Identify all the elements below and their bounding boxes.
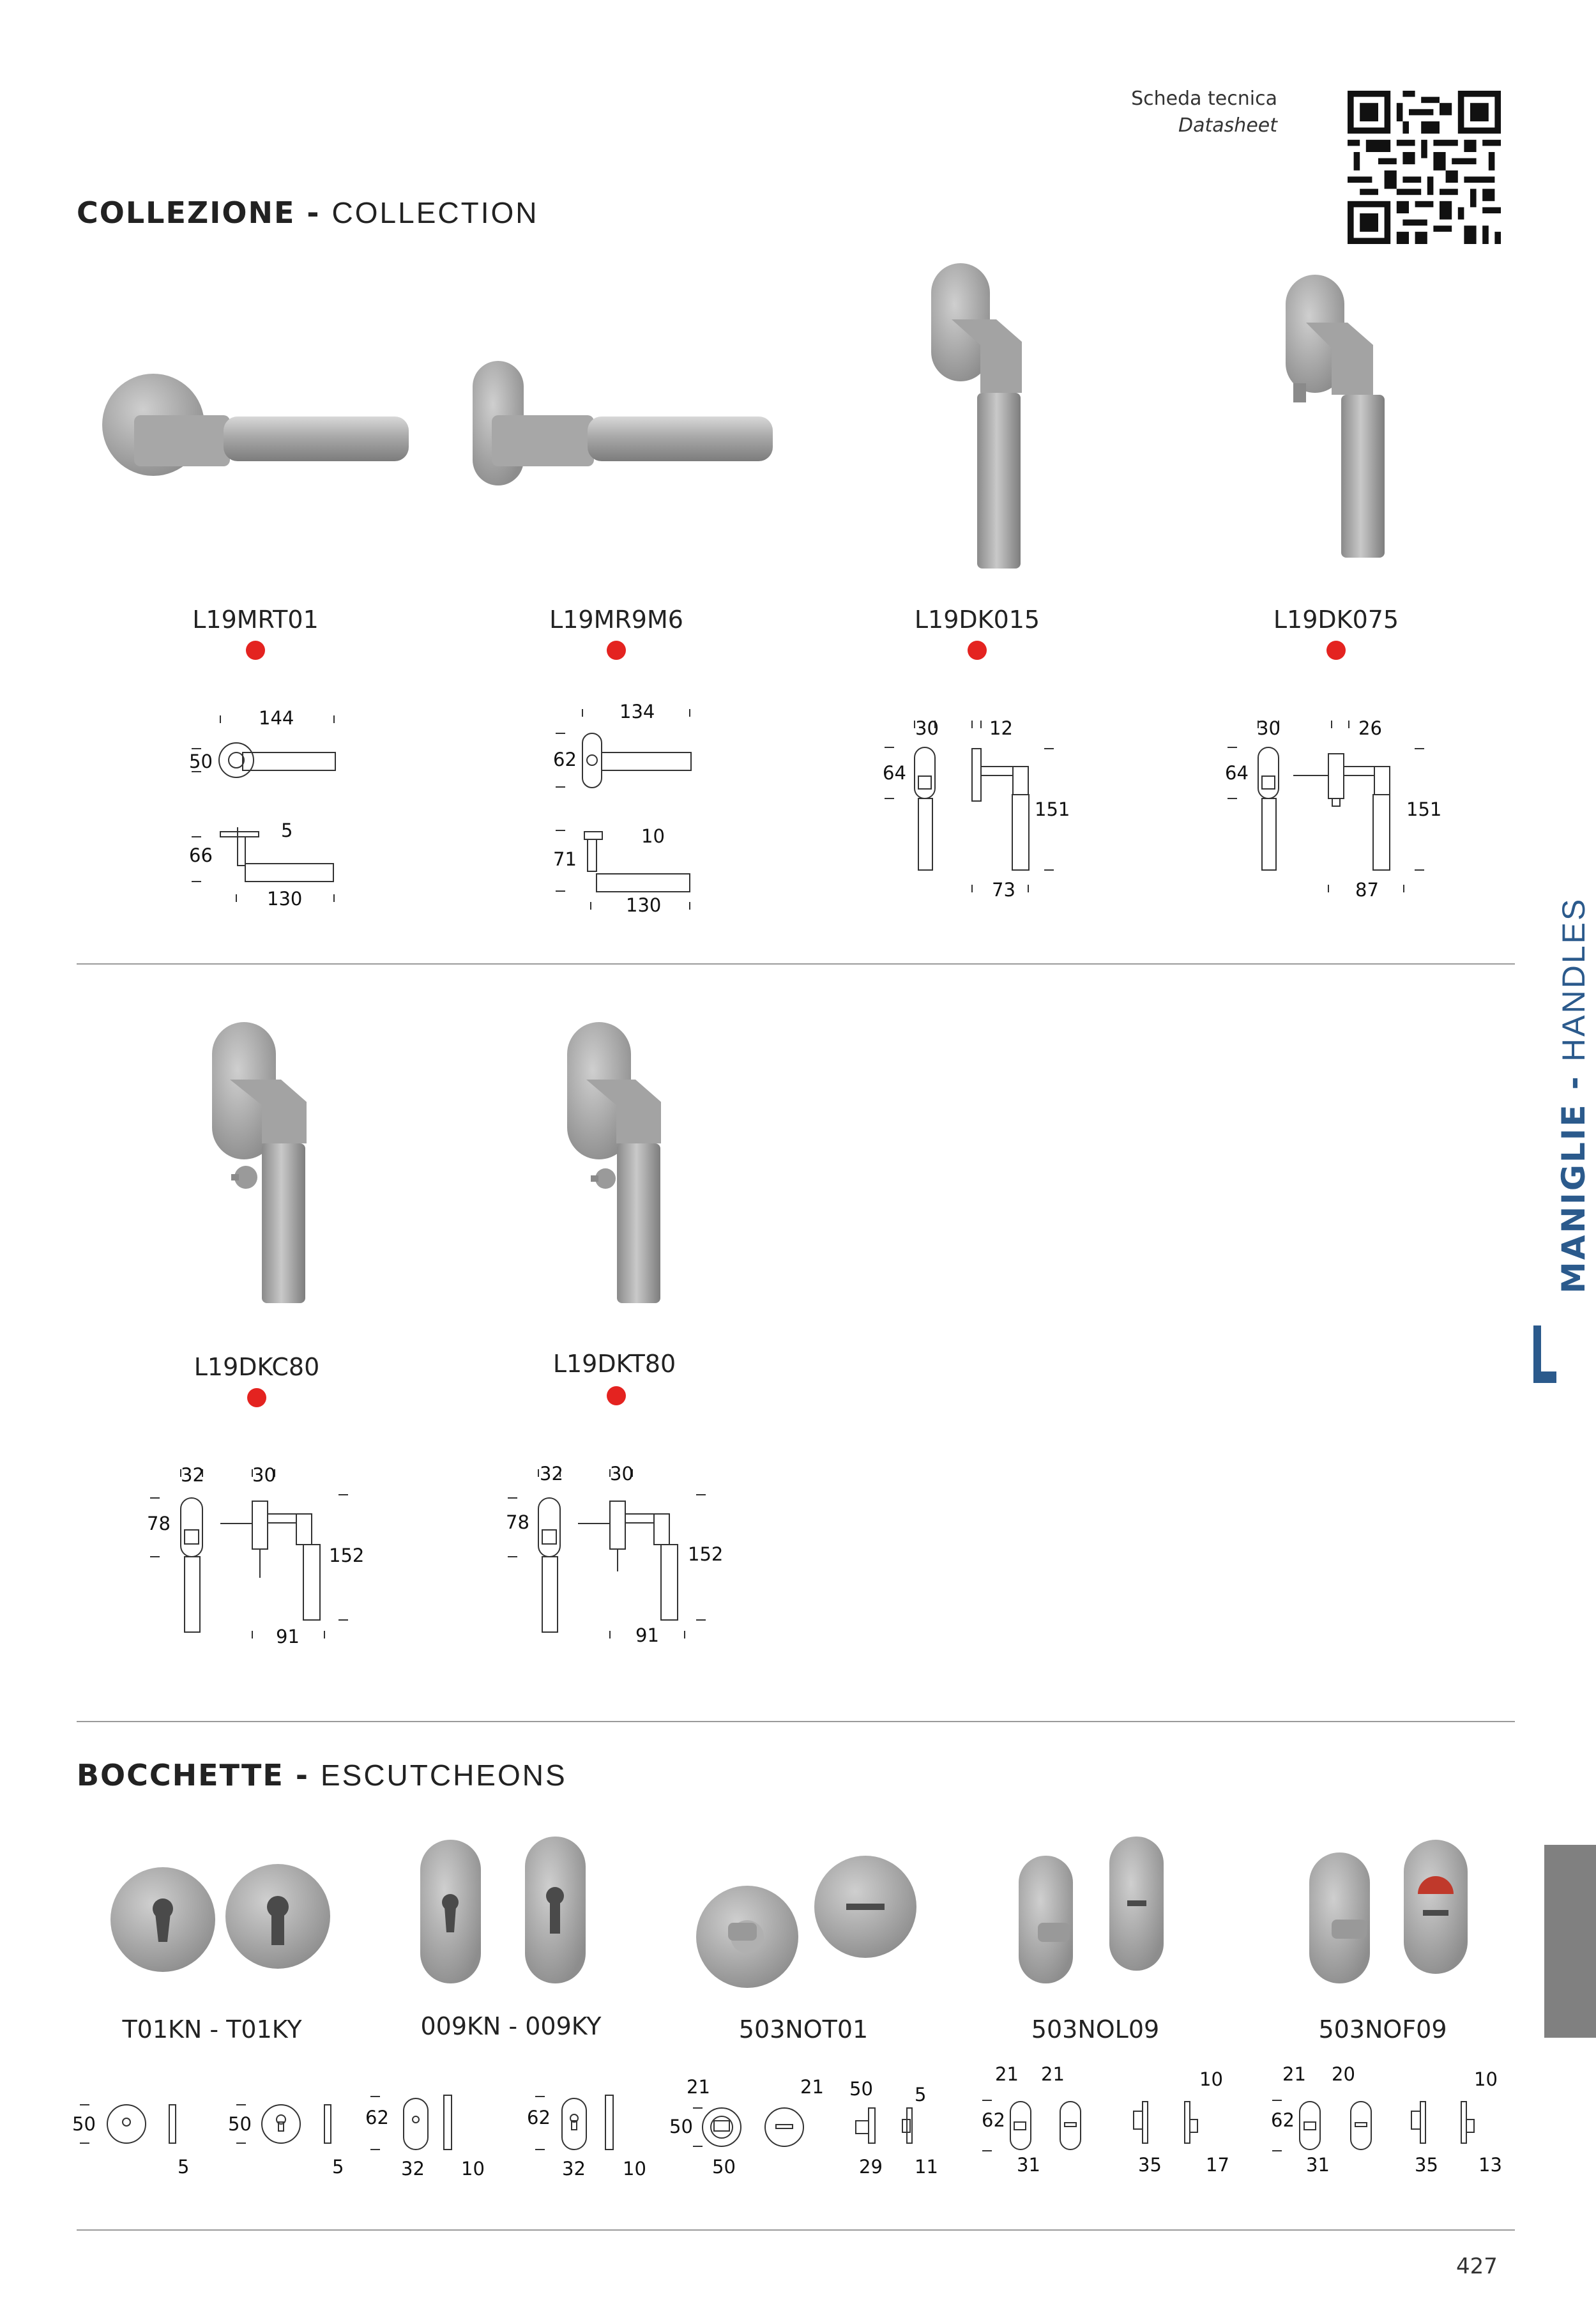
handle-image-l19mrt01 — [102, 374, 409, 476]
dimension-label: 152 — [329, 1545, 365, 1566]
dimension-label: 10 — [641, 825, 665, 847]
product-code-l19mrt01: L19MRT01 — [192, 606, 319, 634]
escutcheon-image-503not01 — [696, 1856, 916, 1988]
dimension-label: 10 — [623, 2158, 646, 2180]
product-code-503nof09: 503NOF09 — [1318, 2015, 1447, 2043]
escutcheons-title-en: ESCUTCHEONS — [320, 1759, 567, 1792]
dimension-label: 10 — [461, 2158, 485, 2180]
chapter-tab[interactable] — [1544, 1845, 1596, 2038]
product-code-503not01: 503NOT01 — [738, 2015, 869, 2043]
dimension-label: 31 — [1306, 2154, 1330, 2176]
dimension-label: 78 — [147, 1513, 171, 1534]
escutcheon-image-009 — [420, 1837, 586, 1983]
section-side-label — [1555, 897, 1592, 1294]
dimension-label: 30 — [610, 1463, 634, 1485]
handle-image-l19dkt80 — [567, 1022, 661, 1303]
dimension-label: 5 — [332, 2156, 344, 2178]
dimension-label: 10 — [1474, 2068, 1498, 2090]
dimension-label: 62 — [553, 749, 577, 770]
dimension-label: 50 — [72, 2113, 96, 2135]
dimension-label: 35 — [1415, 2154, 1438, 2176]
technical-drawings — [150, 709, 1424, 1638]
product-code-l19dk075: L19DK075 — [1273, 606, 1399, 634]
dimension-label: 50 — [228, 2113, 252, 2135]
availability-dot — [247, 1388, 266, 1407]
dimension-label: 50 — [669, 2116, 693, 2137]
dimension-label: 151 — [1035, 798, 1070, 820]
dimension-label: 5 — [281, 820, 293, 841]
dimension-label: 50 — [712, 2156, 736, 2178]
dimension-label: 32 — [562, 2158, 586, 2180]
dimension-label: 62 — [982, 2109, 1005, 2131]
section-divider — [77, 1721, 1515, 1722]
collection-title-en: COLLECTION — [331, 196, 539, 229]
dimension-label: 64 — [883, 762, 906, 784]
dimension-label: 10 — [1199, 2068, 1223, 2090]
dimension-label: 50 — [849, 2078, 873, 2100]
dimension-label: 32 — [181, 1464, 204, 1486]
dimension-label: 30 — [915, 717, 939, 739]
dimension-label: 26 — [1358, 717, 1382, 739]
handle-image-l19dkc80 — [212, 1022, 307, 1303]
section-marker-icon — [1528, 1325, 1567, 1389]
dimension-label: 21 — [687, 2076, 710, 2098]
availability-dot — [607, 1386, 626, 1405]
dimension-label: 29 — [859, 2156, 883, 2178]
dimension-label: 78 — [506, 1511, 529, 1533]
dimension-label: 17 — [1206, 2154, 1229, 2176]
page-number: 427 — [1456, 2254, 1498, 2279]
section-divider — [77, 2229, 1515, 2231]
dimension-label: 71 — [553, 848, 577, 870]
product-code-l19dk015: L19DK015 — [914, 606, 1040, 634]
side-label-it: MANIGLIE - — [1555, 1061, 1592, 1294]
dimension-label: 62 — [365, 2107, 389, 2128]
escutcheons-title-it: BOCCHETTE - — [77, 1758, 321, 1792]
availability-dot — [246, 641, 265, 660]
dimension-label: 64 — [1225, 762, 1249, 784]
product-code-l19dkt80: L19DKT80 — [552, 1350, 676, 1378]
dimension-label: 21 — [995, 2063, 1019, 2085]
side-label-en: HANDLES — [1556, 897, 1592, 1062]
escutcheon-image-t01 — [110, 1864, 330, 1972]
availability-dot — [607, 641, 626, 660]
escutcheon-image-503nol09 — [1019, 1837, 1164, 1983]
dimension-label: 32 — [401, 2158, 425, 2180]
escutcheon-image-503nof09 — [1309, 1840, 1468, 1983]
dimension-label: 21 — [1041, 2063, 1065, 2085]
availability-dot — [1326, 641, 1346, 660]
dimension-label: 152 — [688, 1543, 724, 1565]
dimension-label: 91 — [276, 1626, 300, 1647]
dimension-label: 144 — [259, 707, 294, 729]
dimension-label: 20 — [1332, 2063, 1355, 2085]
datasheet-label-it: Scheda tecnica — [1131, 88, 1277, 110]
dimension-label: 5 — [178, 2156, 190, 2178]
dimension-label: 30 — [252, 1464, 276, 1486]
dimension-label: 50 — [189, 751, 213, 772]
dimension-label: 21 — [1282, 2063, 1306, 2085]
dimension-label: 12 — [989, 717, 1013, 739]
product-code-t01: T01KN - T01KY — [122, 2015, 302, 2043]
dimension-label: 130 — [626, 894, 662, 916]
dimension-label: 91 — [635, 1624, 659, 1646]
dimension-label: 5 — [915, 2084, 927, 2105]
product-code-l19mr9m6: L19MR9M6 — [549, 606, 683, 634]
dimension-label: 73 — [992, 879, 1015, 901]
datasheet-label-en: Datasheet — [1178, 114, 1277, 137]
escutcheons-title — [77, 1758, 567, 1792]
handle-image-l19dk015 — [931, 263, 1022, 569]
availability-dot — [968, 641, 987, 660]
collection-title-it: COLLEZIONE - — [77, 195, 332, 230]
dimension-label: 62 — [527, 2107, 551, 2128]
dimension-label: 87 — [1355, 879, 1379, 901]
dimension-label: 13 — [1478, 2154, 1502, 2176]
escutcheon-drawings — [80, 2095, 1474, 2151]
dimension-label: 35 — [1138, 2154, 1162, 2176]
dimension-label: 130 — [267, 888, 303, 910]
handle-image-l19mr9m6 — [473, 361, 773, 485]
dimension-label: 151 — [1406, 798, 1442, 820]
dimension-label: 62 — [1271, 2109, 1295, 2131]
dimension-label: 134 — [619, 701, 655, 722]
dimension-label: 21 — [800, 2076, 824, 2098]
section-divider — [77, 963, 1515, 965]
handle-image-l19dk075 — [1286, 275, 1385, 558]
dimension-label: 66 — [189, 844, 213, 866]
product-code-l19dkc80: L19DKC80 — [194, 1353, 320, 1381]
dimension-label: 11 — [915, 2156, 938, 2178]
dimension-label: 30 — [1257, 717, 1281, 739]
dimension-label: 32 — [540, 1463, 563, 1485]
dimension-label: 31 — [1017, 2154, 1040, 2176]
product-code-009: 009KN - 009KY — [420, 2012, 602, 2040]
product-code-503nol09: 503NOL09 — [1031, 2015, 1160, 2043]
